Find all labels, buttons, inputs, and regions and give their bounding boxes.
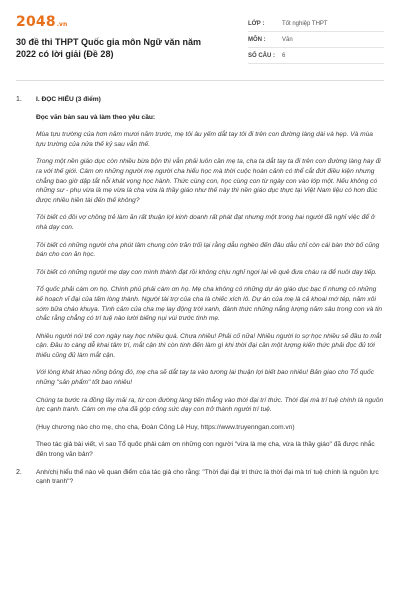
meta-value: Tốt nghiệp THPT xyxy=(282,21,328,27)
meta-row-subject xyxy=(248,32,384,48)
passage-paragraph: Nhiều người nói trẻ con ngày nay học nhiều quá. Chưa nhiều! Phải cố nữa! Nhiều người lo sợ học nhiều sẽ đầu to mắt cận. Đầu to càng dễ khai tâm trí, mắt cận thì còn tinh đến làm gì khi thời đại cần một lượng kiến thức phải đọc đủ tới thiếu cũng đủ làm mắt cận. xyxy=(36,332,382,359)
passage-paragraph: Tôi biết có đôi vợ chồng trẻ làm ăn rất thuận lợi kinh doanh rất phát đạt nhưng một trong hai người đã nghỉ việc để ở nhà dạy con. xyxy=(36,214,375,231)
meta-table xyxy=(248,16,384,64)
passage-paragraph: Tôi biết có những người mẹ dạy con mình thành đạt rồi không chịu nghỉ ngơi lại về quê đưa cháu ra để nuôi dạy tiếp. xyxy=(36,268,377,276)
logo-sub: .vn xyxy=(56,21,68,28)
meta-label: MÔN : xyxy=(248,37,266,43)
site-logo[interactable] xyxy=(16,14,216,30)
meta-label: LỚP : xyxy=(248,21,265,27)
document-title: 30 đề thi THPT Quốc gia môn Ngữ văn năm 2022 có lời giải (Đề 28) xyxy=(16,37,202,59)
instruction: Đọc văn bản sau và làm theo yêu cầu: xyxy=(36,113,156,121)
section-heading: I. ĐỌC HIỂU (3 điểm) xyxy=(36,96,101,103)
meta-value: Văn xyxy=(282,37,293,43)
divider xyxy=(16,80,384,81)
passage-paragraph: Tổ quốc phải cám ơn họ. Chính phủ phải cám ơn họ. Mẹ cha không có những dự án giáo dục bạc tỉ nhưng có những kế hoạch vĩ đại của tấm lòng thành. Người tài trợ của cha là chiếc xích lô. Dự án của mẹ là cả khoai mớ tép, năm xôi sớm bữa cháo khuya. Tình cảm của cha mẹ lay động trời xanh, đánh thức những nắng lượng năm sâu trong con và tin chắc rằng chẳng có trí tuệ nào lười biếng nụi vùi trước tình mẹ. xyxy=(36,286,383,323)
passage-paragraph: Tôi biết có những người cha phút lâm chung còn trăn trối lại rằng dẫu nghèo đến đâu dẫu chỉ còn cái bàn thờ bố cũng bán cho con ăn học. xyxy=(36,241,380,259)
question-number: 2. xyxy=(16,468,22,476)
question-1 xyxy=(16,95,384,460)
header xyxy=(16,14,384,64)
meta-row-question-count xyxy=(248,48,384,64)
question-text: Theo tác giả bài viết, vì sao Tổ quốc phải cám ơn những con người "vừa là mẹ cha, vừa là thầy giáo" đã được nhắc đến trong văn bản? xyxy=(36,441,375,459)
header-left xyxy=(16,14,216,60)
question-2 xyxy=(16,468,384,487)
passage-paragraph: Với lòng khát khao nồng bỏng đó, mẹ cha sẽ dắt tay ta vào tương lai thuận lợi biết bao nhiêu! Bản giao cho Tổ quốc những "sản phẩm" tốt bao nhiêu! xyxy=(36,369,374,387)
meta-value: 6 xyxy=(282,53,286,59)
meta-label: SỐ CÂU : xyxy=(248,53,275,59)
question-number: 1. xyxy=(16,96,22,103)
passage-paragraph: Trong một nền giáo dục còn nhiều bừa bộn thì vẫn phải luôn cần mẹ ta, cha ta dắt tay ta đi trên con đường làng hay đi ra với thế giới. Cám ơn những người mẹ người cha hiểu học mà thời cuộc hoàn cảnh có thể cắt đứt điều kiện nhưng chẳng bao giờ dập tắt nỗi khát vọng học hành. Thức cùng con, học cùng con từ ngày con vào lớp một. Nếu không có những sư - phụ vừa là mẹ vừa là cha vừa là thầy giáo như thế này thì nền giáo dục thực tại Việt Nam liệu có hơn đúc được nhiều hiền tài đến thế không? xyxy=(36,158,381,204)
question-text: Anh/chị hiểu thế nào về quan điểm của tác giả cho rằng: "Thời đại đại trí thức là thời đại mà trí tuệ chính là nguồn lực cạnh tranh"? xyxy=(36,468,379,486)
passage-paragraph: Chúng ta bước ra đồng lầy mải ra, từ con đường làng tiến thẳng vào thời đại trí thức. Thời đại mà trí tuệ chính là nguồn lực cạnh tranh. Cám ơn mẹ cha đã góp công sức dạy con trở thành người trí tuệ. xyxy=(36,396,384,414)
passage-paragraph: Mùa tựu trường của hơn năm mươi năm trước, mẹ tôi âu yếm dắt tay tôi đi trên con đường làng dài và hẹp. Và mùa tựu trường của nửa thế kỷ sau vẫn thế. xyxy=(36,131,373,148)
logo-main: 2048 xyxy=(16,14,56,30)
passage-source: (Huy chương nào cho mẹ, cho cha, Đoàn Công Lê Huy, https://www.truyenngan.com.vn) xyxy=(36,423,295,431)
meta-row-class xyxy=(248,16,384,32)
